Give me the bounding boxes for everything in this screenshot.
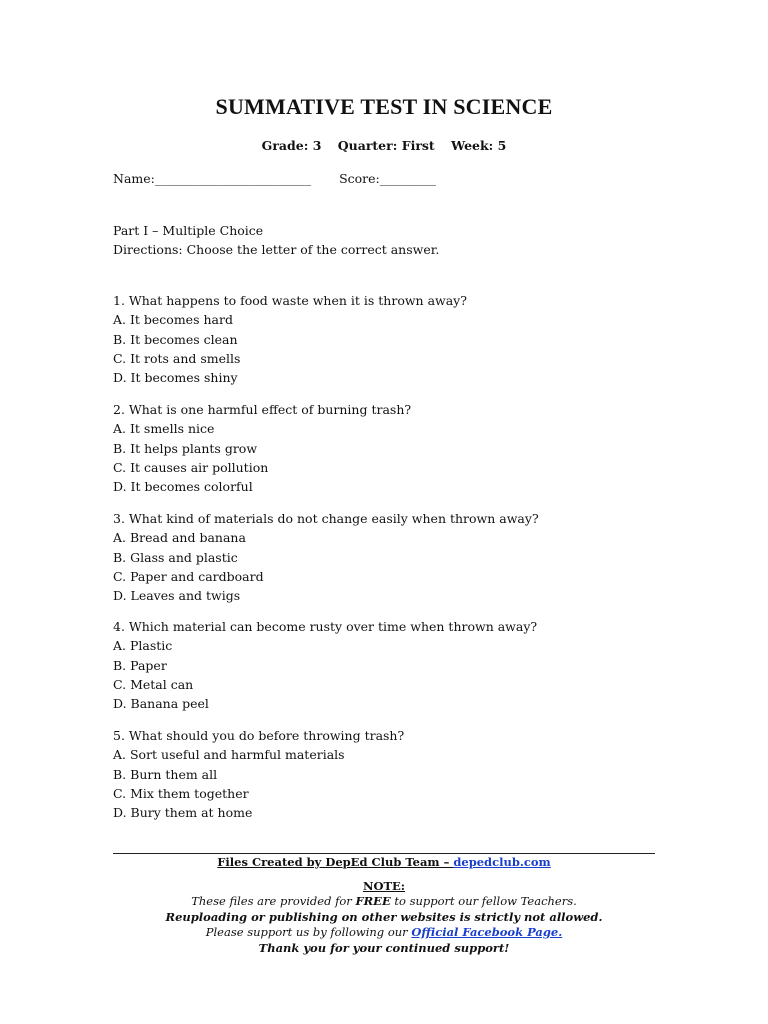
- choice-c: C. Mix them together: [113, 785, 249, 801]
- part-title: Part I – Multiple Choice: [113, 223, 264, 238]
- footer-line-support: [0, 925, 768, 941]
- choice-a: A. Plastic: [113, 638, 173, 654]
- choice-b: B. It helps plants grow: [113, 440, 258, 456]
- choice-d: D. Bury them at home: [113, 805, 253, 821]
- footer-line-thanks: Thank you for your continued support!: [258, 940, 510, 955]
- quarter-label: Quarter: First: [337, 138, 435, 153]
- choice-c: C. It rots and smells: [113, 350, 241, 366]
- choice-b: B. Glass and plastic: [113, 549, 238, 565]
- footer-divider: [113, 853, 655, 854]
- question-text: 2. What is one harmful effect of burning trash?: [113, 402, 412, 417]
- question-block: [113, 291, 467, 387]
- choice-b: B. It becomes clean: [113, 331, 238, 347]
- credit-text: Files Created by DepEd Club Team –: [217, 855, 454, 869]
- choice-a: A. It smells nice: [113, 421, 215, 437]
- free-line-post: to support our fellow Teachers.: [390, 894, 577, 908]
- footer-line-free: [0, 894, 768, 910]
- part-header: [113, 221, 439, 260]
- choice-d: D. Banana peel: [113, 696, 209, 712]
- support-line-pre: Please support us by following our: [205, 925, 412, 939]
- directions: Directions: Choose the letter of the correct answer.: [113, 242, 440, 258]
- choice-c: C. Paper and cardboard: [113, 568, 264, 584]
- question-text: 4. Which material can become rusty over time when thrown away?: [113, 619, 538, 634]
- footer-note-heading: NOTE:: [362, 878, 406, 893]
- question-text: 1. What happens to food waste when it is thrown away?: [113, 293, 467, 308]
- choice-d: D. It becomes shiny: [113, 370, 238, 386]
- choice-d: D. Leaves and twigs: [113, 588, 241, 604]
- free-word: FREE: [355, 894, 391, 908]
- question-text: 5. What should you do before throwing trash?: [113, 728, 405, 743]
- grade-label: Grade: 3: [261, 138, 322, 153]
- question-text: 3. What kind of materials do not change easily when thrown away?: [113, 511, 539, 526]
- footer: [0, 855, 768, 956]
- choice-b: B. Burn them all: [113, 766, 218, 782]
- choice-a: A. It becomes hard: [113, 312, 233, 328]
- question-block: [113, 509, 539, 605]
- question-block: [113, 617, 537, 713]
- question-block: [113, 400, 411, 496]
- choice-b: B. Paper: [113, 657, 167, 673]
- depedclub-link[interactable]: depedclub.com: [453, 855, 551, 869]
- score-field: Score:_________: [339, 171, 437, 186]
- choice-a: A. Bread and banana: [113, 530, 246, 546]
- grade-quarter-week-line: [0, 138, 768, 153]
- name-score-line: [113, 171, 436, 186]
- choice-d: D. It becomes colorful: [113, 479, 253, 495]
- week-label: Week: 5: [451, 138, 507, 153]
- footer-credit: [0, 855, 768, 871]
- page-title: SUMMATIVE TEST IN SCIENCE: [215, 94, 553, 119]
- facebook-page-link[interactable]: Official Facebook Page.: [411, 925, 563, 939]
- free-line-pre: These files are provided for: [191, 894, 356, 908]
- footer-line-reupload: Reuploading or publishing on other websites is strictly not allowed.: [165, 909, 603, 924]
- choice-c: C. It causes air pollution: [113, 459, 269, 475]
- choice-a: A. Sort useful and harmful materials: [113, 747, 345, 763]
- name-field: Name:_________________________: [113, 171, 312, 186]
- question-block: [113, 726, 404, 822]
- choice-c: C. Metal can: [113, 676, 194, 692]
